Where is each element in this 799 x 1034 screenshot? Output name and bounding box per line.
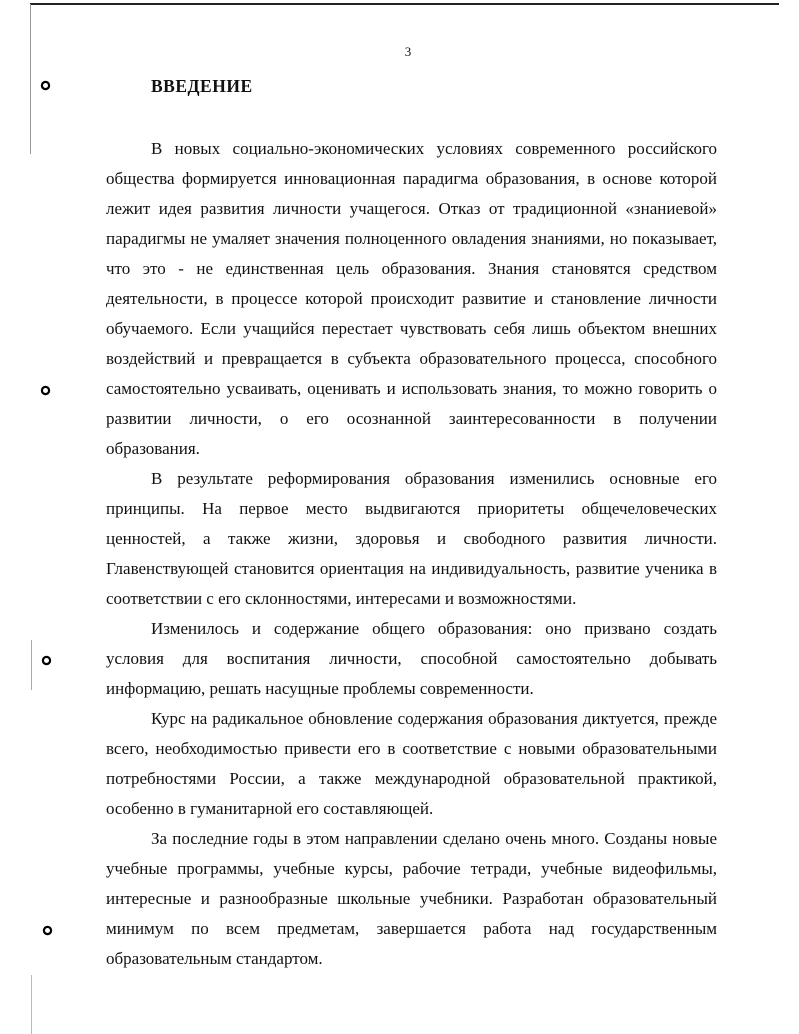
paragraph: За последние годы в этом направлении сделано очень много. Созданы новые учебные программы, учебные курсы, рабочие тетради, учебные видеофильмы, интересные и разнообразные школьные учебники. Разработан образовательный минимум по всем предметам, завершается работа над государственным образовательным стандартом. <box>106 829 717 968</box>
punch-hole-icon <box>40 385 51 396</box>
scan-border-left <box>31 640 32 690</box>
paragraph: В результате реформирования образования изменились основные его принципы. На первое место выдвигаются приоритеты общечеловеческих ценностей, а также жизни, здоровья и свободного развития личности. Главенствующей становится ориентация на индивидуальность, развитие ученика в соответствии с его склонностями, интересами и возможностями. <box>106 469 717 608</box>
section-heading: ВВЕДЕНИЕ <box>151 76 253 96</box>
scan-border-left <box>30 4 31 154</box>
paragraph: Курс на радикальное обновление содержания образования диктуется, прежде всего, необходимостью привести его в соответствие с новыми образовательными потребностями России, а также международной образовательной практикой, особенно в гуманитарной его составляющей. <box>106 709 717 818</box>
paragraph: Изменилось и содержание общего образования: оно призвано создать условия для воспитания личности, способной самостоятельно добывать информацию, решать насущные проблемы современности. <box>106 619 717 698</box>
scan-border-top <box>30 3 779 5</box>
punch-hole-icon <box>41 655 52 666</box>
scan-border-left <box>31 975 32 1034</box>
punch-hole-icon <box>40 80 51 91</box>
paragraph: В новых социально-экономических условиях современного российского общества формируется инновационная парадигма образования, в основе которой лежит идея развития личности учащегося. Отказ от традиционной «знаниевой» парадигмы не умаляет значения полноценного овладения знаниями, но показывает, что это - не единственная цель образования. Знания становятся средством деятельности, в процессе которой происходит развитие и становление личности обучаемого. Если учащийся перестает чувствовать себя лишь объектом внешних воздействий и превращается в субъекта образовательного процесса, способного самостоятельно усваивать, оценивать и использовать знания, то можно говорить о развитии личности, о его осознанной заинтересованности в получении образования. <box>106 139 717 458</box>
body-text <box>106 134 717 974</box>
page-number: 3 <box>404 44 412 59</box>
punch-hole-icon <box>42 925 53 936</box>
